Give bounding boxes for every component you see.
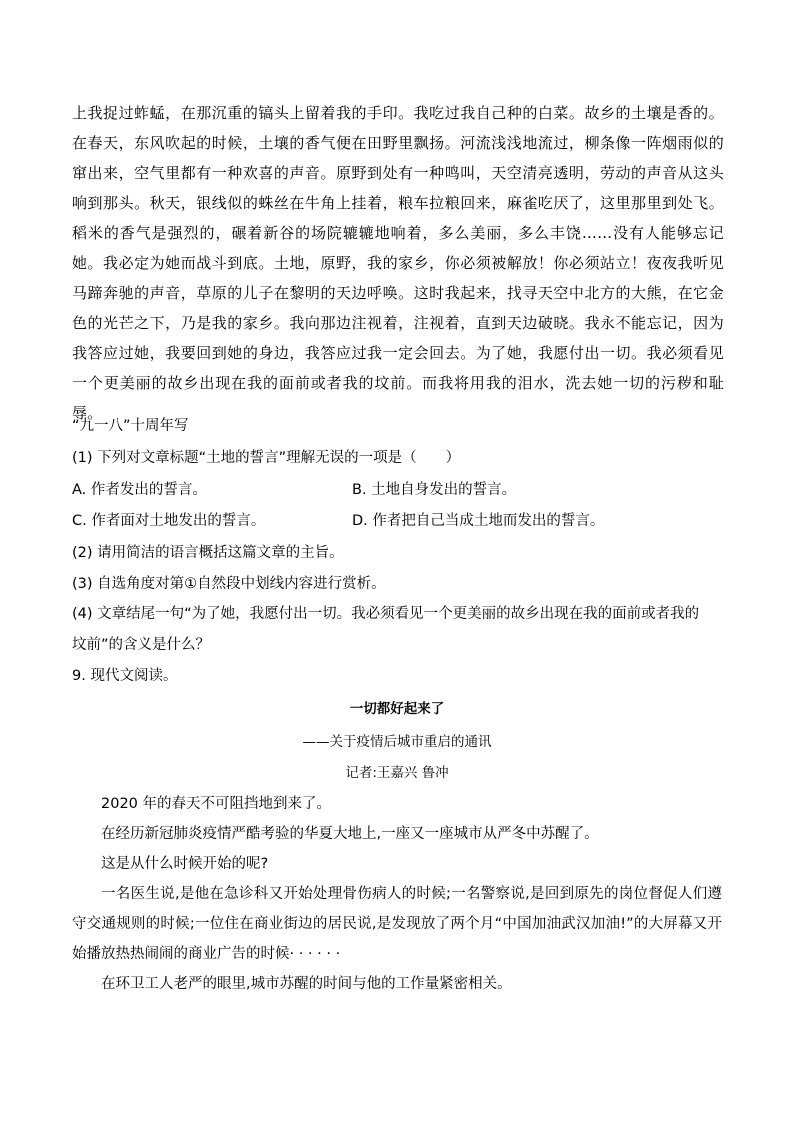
passage-text: 上我捉过蚱蜢，在那沉重的镐头上留着我的手印。我吃过我自己种的白菜。故乡的土壤是香的。在春天，东风吹起的时候，土壤的香气便在田野里飘扬。河流浅浅地流过，柳条像一阵烟雨似的窜出来，空气里都有一种欢喜的声音。原野到处有一种鸣叫，天空清亮透明，劳动的声音从这头响到那头。秋天，银线似的蛛丝在牛角上挂着，粮车拉粮回来，麻雀吃厌了，这里那里到处飞。稻米的香气是强烈的，碾着新谷的场院辘辘地响着，多么美丽，多么丰饶……没有人能够忘记她。我必定为她而战斗到底。土地，原野，我的家乡，你必须被解放！你必须站立！夜夜我听见马蹄奔驰的声音，草原的儿子在黎明的天边呼唤。这时我起来，找寻天空中北方的大熊，在它金色的光芒之下，乃是我的家乡。我向那边注视着，注视着，直到天边破晓。我永不能忘记，因为我答应过她，我要回到她的身边，我答应过我一定会回去。为了她，我愿付出一切。我必须看见一个更美丽的故乡出现在我的面前或者我的坟前。而我将用我的泪水，洗去她一切的污秽和耻辱。 [72,104,724,422]
article-byline: 记者:王嘉兴 鲁冲 [345,765,449,781]
question-4: (4) 文章结尾一句“为了她，我愿付出一切。我必须看见一个更美丽的故乡出现在我的面前或者我的坟前”的含义是什么？ [72,606,700,653]
article-paragraph-4: 一名医生说,是他在急诊科又开始处理骨伤病人的时候;一名警察说,是回到原先的岗位督促人们遵守交通规则的时候;一位住在商业街边的居民说,是发现放了两个月“中国加油武汉加油!”的大屏幕又开始播放热热闹闹的商业广告的时候· · · · · · [72,886,722,962]
option-c: C. 作者面对土地发出的誓言。 [72,513,266,529]
article-subtitle: ——关于疫情后城市重启的通讯 [302,734,492,750]
article-title: 一切都好起来了 [349,701,445,717]
article-paragraph-5: 在环卫工人老严的眼里,城市苏醒的时间与他的工作量紧密相关。 [101,976,512,992]
question-1: (1) 下列对文章标题“土地的誓言”理解无误的一项是（ ） [72,450,461,466]
article-paragraph-1: 2020 年的春天不可阻挡地到来了。 [101,796,332,812]
question-2: (2) 请用简洁的语言概括这篇文章的主旨。 [72,545,344,561]
section-9-heading: 9. 现代文阅读。 [72,668,178,684]
question-3: (3) 自选角度对第①自然段中划线内容进行赏析。 [72,576,386,592]
article-paragraph-3: 这是从什么时候开始的呢? [101,856,269,872]
article-paragraph-2: 在经历新冠肺炎疫情严酷考验的华夏大地上,一座又一座城市从严冬中苏醒了。 [101,826,599,842]
dateline: “九一八”十周年写 [72,418,189,434]
option-d: D. 作者把自己当成土地而发出的誓言。 [352,513,605,529]
option-b: B. 土地自身发出的誓言。 [352,482,517,498]
option-a: A. 作者发出的誓言。 [72,482,207,498]
